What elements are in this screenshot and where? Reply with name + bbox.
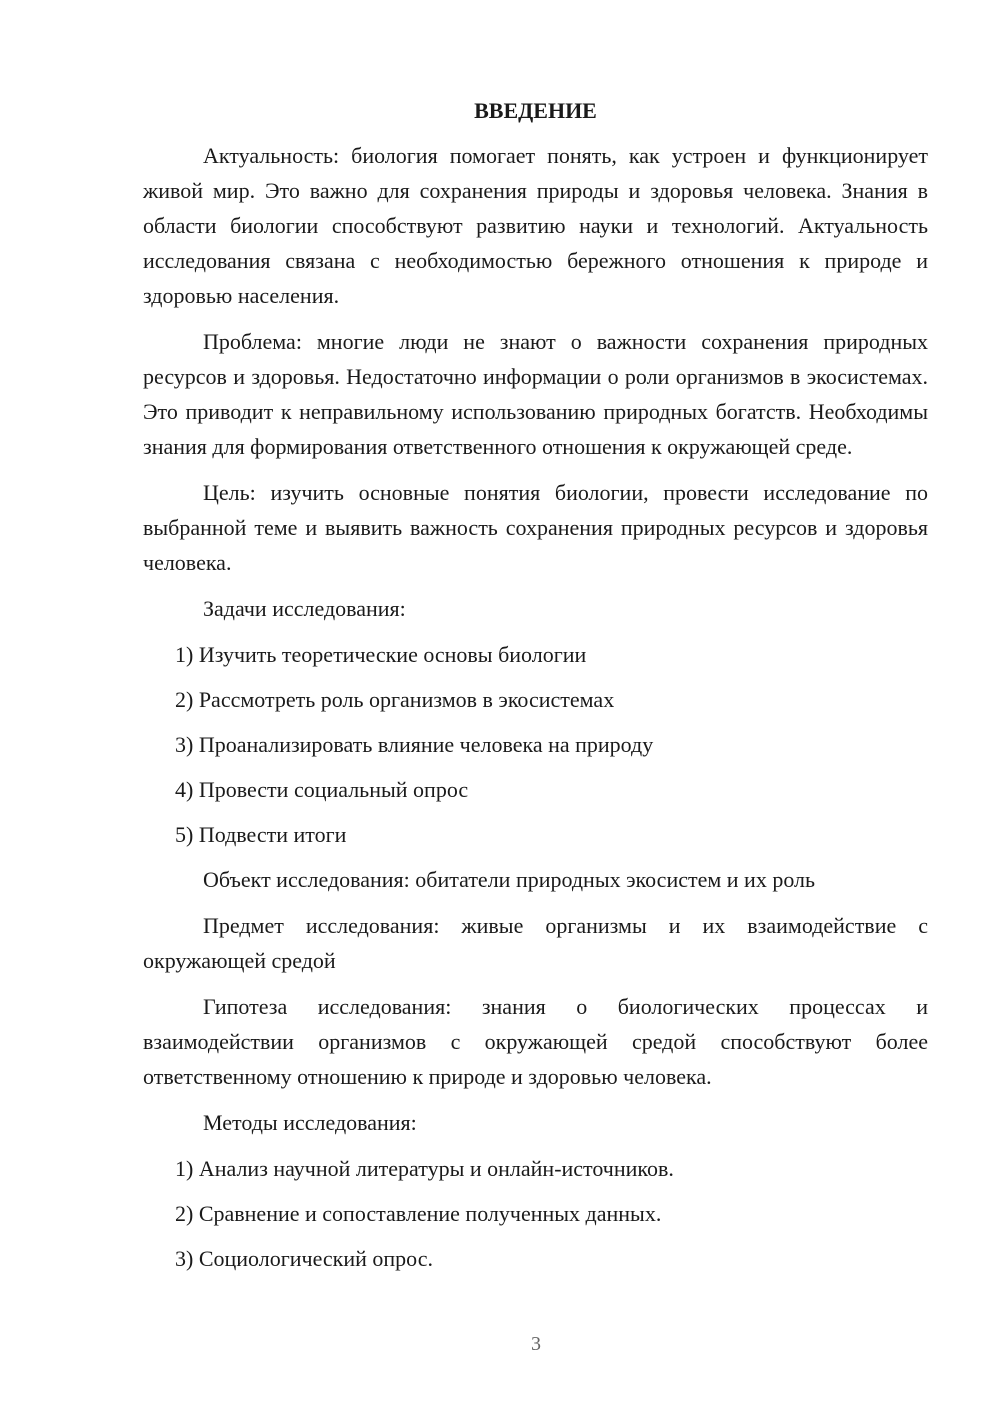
- task-item-2: 2) Рассмотреть роль организмов в экосистемах: [175, 687, 615, 712]
- method-item-2: 2) Сравнение и сопоставление полученных данных.: [175, 1201, 662, 1226]
- task-item-4: 4) Провести социальный опрос: [175, 777, 469, 802]
- problem-paragraph: Проблема: многие люди не знают о важности сохранения природных ресурсов и здоровья. Недостаточно информации о роли организмов в экосистемах. Это приводит к неправильному использованию природных богатств. Необходимы знания для формирования ответственного отношения к окружающей среде.: [143, 329, 928, 459]
- task-item-1: 1) Изучить теоретические основы биологии: [175, 642, 587, 667]
- relevance-paragraph: Актуальность: биология помогает понять, как устроен и функционирует живой мир. Это важно для сохранения природы и здоровья человека. Знания в области биологии способствуют развитию науки и технологий. Актуальность исследования связана с необходимостью бережного отношения к природе и здоровью населения.: [143, 143, 928, 308]
- page-number: 3: [531, 1333, 541, 1355]
- tasks-heading: Задачи исследования:: [203, 596, 406, 621]
- subject-paragraph: Предмет исследования: живые организмы и их взаимодействие с окружающей средой: [143, 913, 928, 973]
- hypothesis-paragraph: Гипотеза исследования: знания о биологических процессах и взаимодействии организмов с окружающей средой способствуют более ответственному отношению к природе и здоровью человека.: [143, 994, 928, 1089]
- task-item-3: 3) Проанализировать влияние человека на природу: [175, 732, 654, 757]
- page-content: [143, 95, 928, 1286]
- task-item-5: 5) Подвести итоги: [175, 822, 347, 847]
- section-title: ВВЕДЕНИЕ: [474, 98, 597, 123]
- method-item-3: 3) Социологический опрос.: [175, 1246, 433, 1271]
- object-paragraph: Объект исследования: обитатели природных экосистем и их роль: [203, 867, 816, 892]
- methods-heading: Методы исследования:: [203, 1110, 417, 1135]
- method-item-1: 1) Анализ научной литературы и онлайн-источников.: [175, 1156, 674, 1181]
- goal-paragraph: Цель: изучить основные понятия биологии, провести исследование по выбранной теме и выявить важность сохранения природных ресурсов и здоровья человека.: [143, 480, 928, 575]
